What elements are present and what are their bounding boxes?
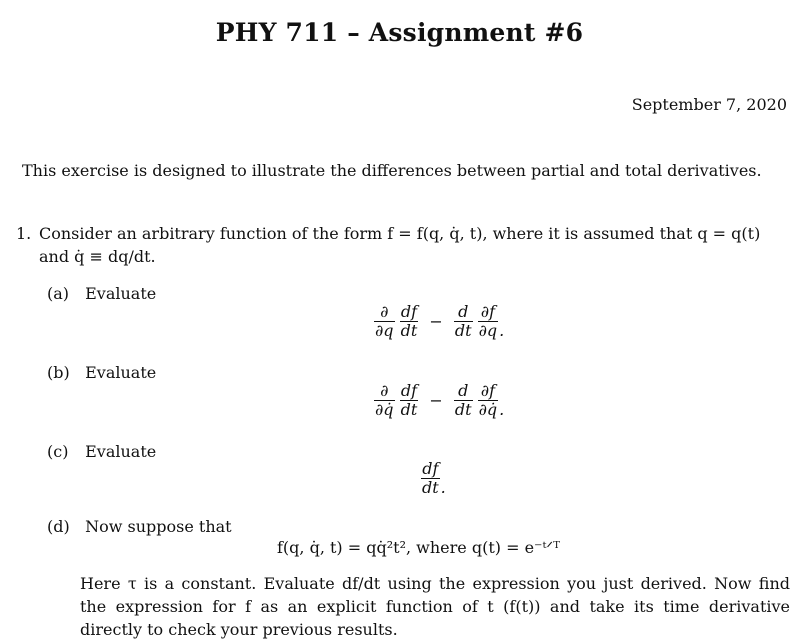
- frac-partial-f-partial-qdot: $\frac{\partial f}{\partial q̇}$: [478, 381, 498, 419]
- minus-sign: −: [429, 312, 443, 331]
- part-d-text: Now suppose that: [85, 517, 232, 536]
- frac-df-dt: $\frac{df}{dt}$: [400, 302, 418, 340]
- part-a: [47, 284, 156, 303]
- intro-paragraph: This exercise is designed to illustrate the differences between partial and total derivatives.: [22, 161, 762, 180]
- part-c-label: (c): [47, 442, 69, 461]
- frac-d-dt: $\frac{d}{dt}$: [454, 302, 472, 340]
- part-a-text: Evaluate: [85, 284, 157, 303]
- problem-1: [16, 222, 791, 268]
- frac-partial-f-partial-q: $\frac{\partial f}{\partial q}$: [478, 302, 498, 340]
- frac-partial-qdot: $\frac{\partial}{\partial q̇}$: [375, 381, 394, 419]
- part-b-text: Evaluate: [85, 363, 157, 382]
- equation-a: $\frac{\partial}{\partial q}$ $\frac{df}{dt}$ − $\frac{d}{dt}$ $\frac{\partial f}{\partial q}$ .: [375, 302, 505, 340]
- part-d-paragraph: Here τ is a constant. Evaluate df/dt using the expression you just derived. Now find the expression for f as an explicit function of t (f(t)) and take its time derivative directly to check your previous results.: [80, 574, 790, 639]
- assignment-date: September 7, 2020: [631, 95, 787, 114]
- page-title: PHY 711 – Assignment #6: [215, 18, 584, 47]
- problem-text: Consider an arbitrary function of the form f = f(q, q̇, t), where it is assumed that q = q(t) and q̇ ≡ dq/dt.: [39, 224, 761, 266]
- equation-b: $\frac{\partial}{\partial q̇}$ $\frac{df}{dt}$ − $\frac{d}{dt}$ $\frac{\partial f}{\partial q̇}$ .: [375, 381, 505, 419]
- part-a-label: (a): [47, 284, 70, 303]
- frac-d-dt: $\frac{d}{dt}$: [454, 381, 472, 419]
- part-b: [47, 363, 156, 382]
- equation-d: f(q, q̇, t) = qq̇²t², where q(t) = e⁻ᵗᐟᵀ: [277, 538, 560, 557]
- part-d: [47, 517, 232, 536]
- frac-df-dt: $\frac{df}{dt}$: [400, 381, 418, 419]
- problem-number: 1.: [16, 224, 32, 243]
- part-c: [47, 442, 156, 461]
- minus-sign: −: [429, 391, 443, 410]
- part-d-label: (d): [47, 517, 70, 536]
- frac-partial-q: $\frac{\partial}{\partial q}$: [375, 302, 394, 340]
- part-b-label: (b): [47, 363, 70, 382]
- frac-df-dt: $\frac{df}{dt}$: [422, 459, 439, 497]
- part-c-text: Evaluate: [85, 442, 157, 461]
- equation-c: $\frac{df}{dt}$ .: [422, 459, 446, 497]
